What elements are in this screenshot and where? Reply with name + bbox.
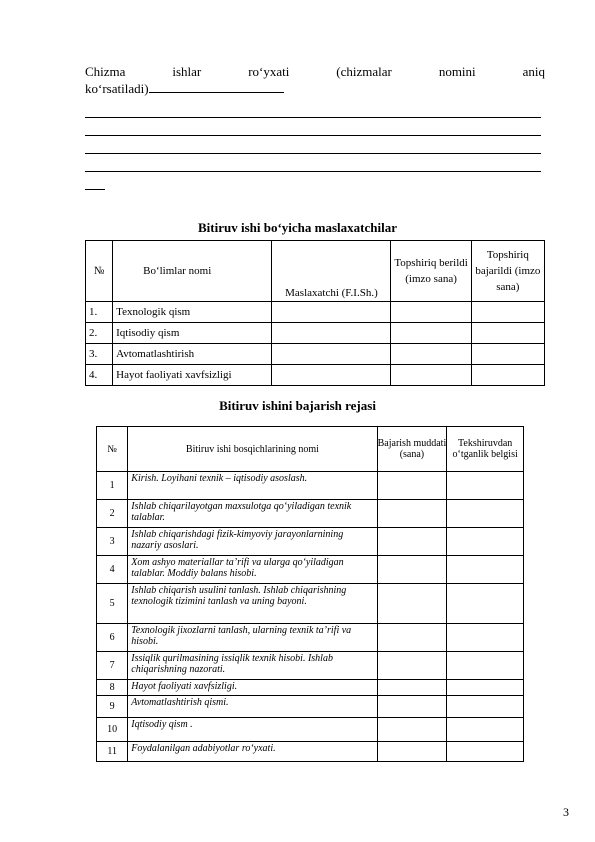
row-number: 7 [97, 652, 128, 680]
fill-in-rule[interactable] [85, 153, 541, 154]
col-header: № [86, 241, 113, 302]
table-row [97, 556, 524, 584]
row-number: 1. [86, 302, 113, 323]
advisor-cell[interactable] [272, 302, 391, 323]
col-header: Bajarish muddati (sana) [377, 427, 447, 472]
caption-line-2 [85, 80, 545, 97]
col-header: Tekshiruvdan o‘tganlik belgisi [447, 427, 524, 472]
table-row [97, 680, 524, 696]
assigned-cell[interactable] [391, 344, 471, 365]
check-cell[interactable] [447, 652, 524, 680]
table-row [86, 365, 545, 386]
table-row [86, 344, 545, 365]
caption-line-1 [85, 63, 545, 80]
check-cell[interactable] [447, 472, 524, 500]
advisors-heading: Bitiruv ishi bo‘yicha maslaxatchilar [198, 220, 397, 235]
stage-name: Ishlab chiqarilayotgan maxsulotga qo‘yiladigan texnik talablar. [128, 500, 377, 528]
col-header: Maslaxatchi (F.I.Sh.) [272, 241, 391, 302]
table-row [97, 500, 524, 528]
section-name: Avtomatlashtirish [113, 344, 272, 365]
advisors-table [85, 240, 545, 386]
section-name: Texnologik qism [113, 302, 272, 323]
table-header-row [86, 241, 545, 302]
assigned-cell[interactable] [391, 365, 471, 386]
row-number: 11 [97, 742, 128, 762]
deadline-cell[interactable] [377, 696, 447, 718]
row-number: 4 [97, 556, 128, 584]
deadline-cell[interactable] [377, 472, 447, 500]
completed-cell[interactable] [471, 323, 544, 344]
assigned-cell[interactable] [391, 302, 471, 323]
table-row [97, 652, 524, 680]
caption-word: Chizma [85, 64, 126, 79]
caption-word: (chizmalar [336, 64, 392, 79]
stage-name: Avtomatlashtirish qismi. [128, 696, 377, 718]
row-number: 2 [97, 500, 128, 528]
caption-word: ishlar [172, 64, 202, 79]
col-header: Topshiriq berildi (imzo sana) [391, 241, 471, 302]
table-row [97, 472, 524, 500]
deadline-cell[interactable] [377, 652, 447, 680]
check-cell[interactable] [447, 584, 524, 624]
table-row [97, 742, 524, 762]
table-row [97, 584, 524, 624]
stage-name: Ishlab chiqarishdagi fizik-kimyoviy jarayonlarnining nazariy asoslari. [128, 528, 377, 556]
table-row [86, 323, 545, 344]
check-cell[interactable] [447, 718, 524, 742]
completed-cell[interactable] [471, 302, 544, 323]
row-number: 3. [86, 344, 113, 365]
table-row [97, 624, 524, 652]
completed-cell[interactable] [471, 344, 544, 365]
row-number: 9 [97, 696, 128, 718]
advisor-cell[interactable] [272, 365, 391, 386]
row-number: 1 [97, 472, 128, 500]
fill-in-rule[interactable] [85, 171, 541, 172]
caption-word: aniq [522, 64, 545, 79]
fill-in-rule[interactable] [85, 117, 541, 118]
check-cell[interactable] [447, 500, 524, 528]
col-header: Topshiriq bajarildi (imzo sana) [471, 241, 544, 302]
row-number: 6 [97, 624, 128, 652]
plan-heading: Bitiruv ishini bajarish rejasi [219, 398, 376, 413]
section-name: Hayot faoliyati xavfsizligi [113, 365, 272, 386]
col-header: № [97, 427, 128, 472]
caption-word: ro‘yxati [248, 64, 290, 79]
table-header-row [97, 427, 524, 472]
completed-cell[interactable] [471, 365, 544, 386]
deadline-cell[interactable] [377, 556, 447, 584]
stage-name: Ishlab chiqarish usulini tanlash. Ishlab chiqarishning texnologik tizimini tanlash va uning bayoni. [128, 584, 377, 624]
stage-name: Xom ashyo materiallar ta’rifi va ularga qo‘yiladigan talablar. Moddiy balans hisobi. [128, 556, 377, 584]
check-cell[interactable] [447, 742, 524, 762]
assigned-cell[interactable] [391, 323, 471, 344]
col-header: Bitiruv ishi bosqichlarining nomi [128, 427, 377, 472]
deadline-cell[interactable] [377, 624, 447, 652]
stage-name: Foydalanilgan adabiyotlar ro‘yxati. [128, 742, 377, 762]
row-number: 10 [97, 718, 128, 742]
row-number: 4. [86, 365, 113, 386]
row-number: 5 [97, 584, 128, 624]
deadline-cell[interactable] [377, 500, 447, 528]
check-cell[interactable] [447, 556, 524, 584]
check-cell[interactable] [447, 680, 524, 696]
row-number: 3 [97, 528, 128, 556]
advisor-cell[interactable] [272, 344, 391, 365]
stage-name: Texnologik jixozlarni tanlash, ularning texnik ta’rifi va hisobi. [128, 624, 377, 652]
caption-word: nomini [438, 64, 476, 79]
deadline-cell[interactable] [377, 742, 447, 762]
deadline-cell[interactable] [377, 528, 447, 556]
check-cell[interactable] [447, 624, 524, 652]
row-number: 2. [86, 323, 113, 344]
check-cell[interactable] [447, 696, 524, 718]
stage-name: Iqtisodiy qism . [128, 718, 377, 742]
table-row [97, 528, 524, 556]
deadline-cell[interactable] [377, 718, 447, 742]
table-row [97, 696, 524, 718]
deadline-cell[interactable] [377, 584, 447, 624]
page-number: 3 [563, 805, 569, 819]
work-plan-table [96, 426, 524, 762]
fill-in-line[interactable] [149, 80, 284, 93]
drawings-list-caption [85, 63, 545, 97]
caption-tail: ko‘rsatiladi) [85, 81, 149, 96]
fill-in-rule[interactable] [85, 189, 105, 190]
table-row [86, 302, 545, 323]
stage-name: Hayot faoliyati xavfsizligi. [128, 680, 377, 696]
advisor-cell[interactable] [272, 323, 391, 344]
col-header: Bo‘limlar nomi [113, 241, 272, 302]
section-name: Iqtisodiy qism [113, 323, 272, 344]
row-number: 8 [97, 680, 128, 696]
deadline-cell[interactable] [377, 680, 447, 696]
stage-name: Kirish. Loyihani texnik – iqtisodiy asoslash. [128, 472, 377, 500]
table-row [97, 718, 524, 742]
stage-name: Issiqlik qurilmasining issiqlik texnik hisobi. Ishlab chiqarishning nazorati. [128, 652, 377, 680]
check-cell[interactable] [447, 528, 524, 556]
fill-in-rule[interactable] [85, 135, 541, 136]
